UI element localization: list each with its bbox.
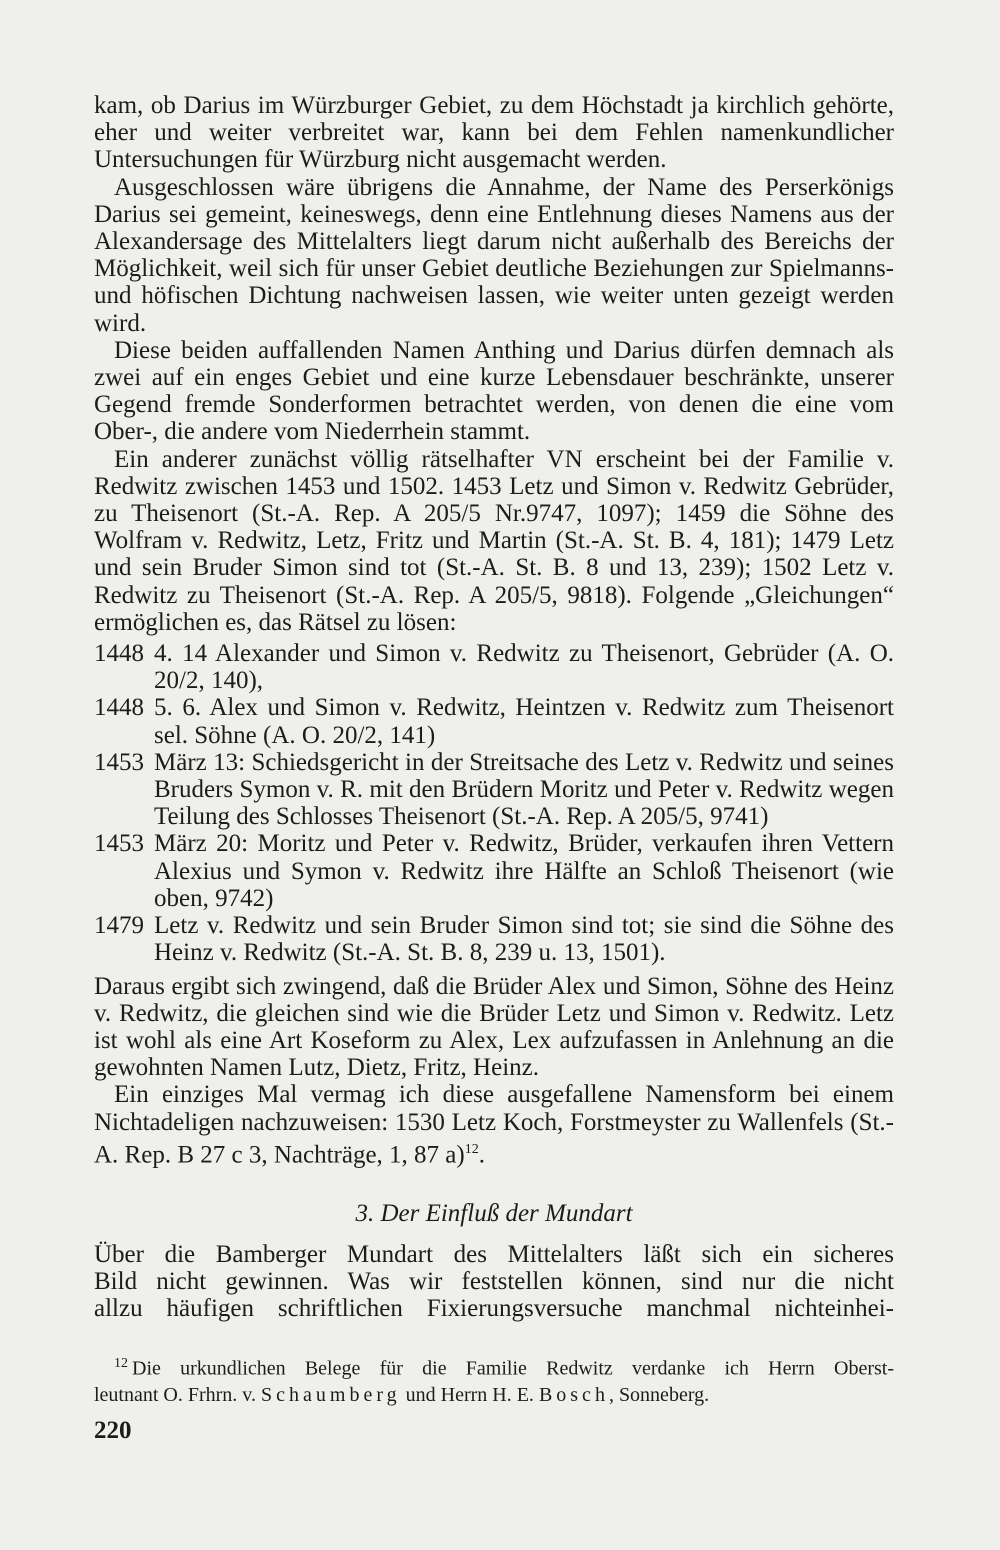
paragraph-text: Ein einziges Mal vermag ich diese ausgefallene Namensform bei einem Nichtadeligen nachzuweisen: 1530 Letz Koch, Forstmeyster zu Wallenfels (St.-A. Rep. B 27 c 3, Nachträge, 1, 87 a) (94, 1081, 894, 1169)
main-text (94, 92, 894, 1168)
footnote-reference: 12 (464, 1141, 479, 1157)
paragraph-end: . (478, 1141, 485, 1169)
paragraph: kam, ob Darius im Würzburger Gebiet, zu dem Höchstadt ja kirchlich gehörte, eher und weiter verbreitet war, kann bei dem Fehlen namenkundlicher Untersuchungen für Würzburg nicht ausgemacht werden. (94, 92, 894, 174)
footnote-text: und Herrn H. E. (405, 1383, 534, 1406)
paragraph: Daraus ergibt sich zwingend, daß die Brüder Alex und Simon, Söhne des Heinz v. Redwitz, die gleichen sind wie die Brüder Letz und Simon v. Redwitz. Letz ist wohl als eine Art Koseform zu Alex, Lex aufzufassen in Anlehnung an die gewohnten Namen Lutz, Dietz, Fritz, Heinz. (94, 972, 894, 1082)
section-heading: 3. Der Einfluß der Mundart (355, 1200, 633, 1227)
paragraph (94, 1081, 894, 1168)
paragraph: Ein anderer zunächst völlig rätselhafter VN erscheint bei der Familie v. Redwitz zwischen 1453 und 1502. 1453 Letz und Simon v. Redwitz Gebrüder, zu Theisenort (St.-A. Rep. A 205/5 Nr.9747, 1097); 1459 die Söhne des Wolfram v. Redwitz, Letz, Fritz und Martin (St.-A. St. B. 4, 181); 1479 Letz und sein Bruder Simon sind tot (St.-A. St. B. 8 und 13, 239); 1502 Letz v. Redwitz zu Theisenort (St.-A. Rep. A 205/5, 9818). Folgende „Gleichungen“ ermöglichen es, das Rätsel zu lösen: (94, 445, 894, 636)
footnote-text: , Sonneberg. (608, 1383, 710, 1406)
record-date: 1453 (94, 830, 144, 858)
record-entry (94, 640, 894, 694)
footnote-line (94, 1351, 894, 1382)
footnote (94, 1351, 894, 1408)
footnote-text: Die urkundlichen Belege für die Familie Redwitz verdanke ich Herrn Oberst- (132, 1357, 894, 1380)
paragraph: Ausgeschlossen wäre übrigens die Annahme, der Name des Perserkönigs Darius sei gemeint, keineswegs, denn eine Entlehnung dieses Namens aus der Alexandersage des Mittelalters liegt darum nicht außerhalb des Bereichs der Möglichkeit, weil sich für unser Gebiet deutliche Beziehungen zur Spielmanns- und höfischen Dichtung nachweisen lassen, wie weiter unten gezeigt werden wird. (94, 173, 894, 337)
record-entry (94, 694, 894, 748)
footnote-number: 12 (114, 1356, 128, 1371)
record-entry (94, 749, 894, 831)
footnote-name: Schaumberg (261, 1383, 401, 1406)
record-entry (94, 830, 894, 912)
record-text: Letz v. Redwitz und sein Bruder Simon sind tot; sie sind die Söhne des Heinz v. Redwitz (St.-A. St. B. 8, 239 u. 13, 1501). (154, 912, 894, 967)
text-line: allzu häufigen schriftlichen Fixierungsversuche manchmal nichteinhei- (94, 1295, 894, 1323)
section-paragraph (94, 1241, 894, 1323)
footnote-line (94, 1382, 894, 1408)
text-line: Bild nicht gewinnen. Was wir feststellen können, sind nur die nicht (94, 1268, 894, 1296)
record-text: 4. 14 Alexander und Simon v. Redwitz zu Theisenort, Gebrüder (A. O. 20/2, 140), (154, 640, 894, 695)
record-date: 1453 (94, 748, 144, 776)
footnote-name: Bosch (538, 1383, 609, 1406)
record-text: März 20: Moritz und Peter v. Redwitz, Brüder, verkaufen ihren Vettern Alexius und Symon v. Redwitz ihre Hälfte an Schloß Theisenort (wie oben, 9742) (154, 830, 894, 912)
record-entry (94, 912, 894, 966)
record-date: 1479 (94, 912, 144, 940)
footnote-text: leutnant O. Frhrn. v. (94, 1383, 257, 1406)
record-date: 1448 (94, 640, 144, 668)
record-text: März 13: Schiedsgericht in der Streitsache des Letz v. Redwitz und seines Bruders Symon v. R. mit den Brüdern Moritz und Peter v. Redwitz wegen Teilung des Schlosses Theisenort (St.-A. Rep. A 205/5, 9741) (154, 748, 894, 831)
page-number: 220 (94, 1417, 132, 1444)
paragraph: Diese beiden auffallenden Namen Anthing und Darius dürfen demnach als zwei auf ein enges Gebiet und eine kurze Lebensdauer beschränkte, unserer Gegend fremde Sonderformen betrachtet werden, von denen die eine vom Ober-, die andere vom Niederrhein stammt. (94, 336, 894, 446)
text-line: Über die Bamberger Mundart des Mittelalters läßt sich ein sicheres (94, 1241, 894, 1268)
record-list (94, 640, 894, 966)
record-text: 5. 6. Alex und Simon v. Redwitz, Heintzen v. Redwitz zum Theisenort sel. Söhne (A. O. 20/2, 141) (154, 694, 894, 749)
record-date: 1448 (94, 694, 144, 722)
